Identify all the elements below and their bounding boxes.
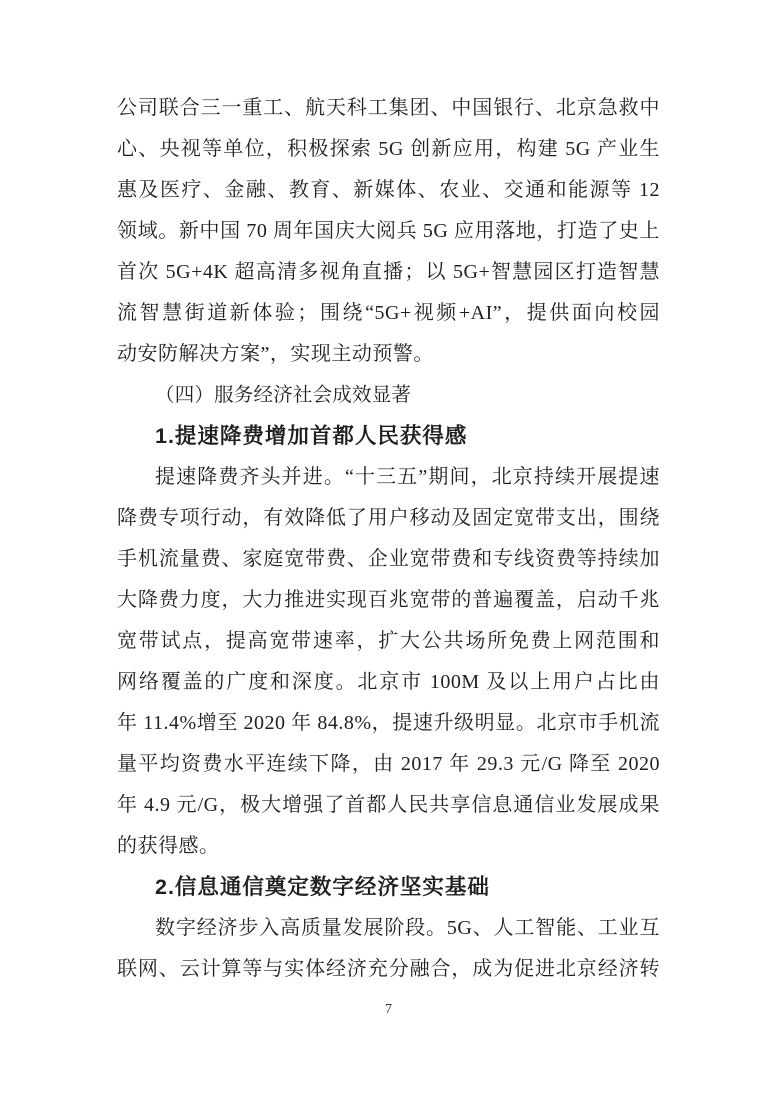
text-line: 年 11.4%增至 2020 年 84.8%，提速升级明显。北京市手机流 (117, 712, 660, 734)
text-line: 联网、云计算等与实体经济充分融合，成为促进北京经济转 (117, 958, 660, 980)
text-line: 大降费力度，大力推进实现百兆宽带的普遍覆盖，启动千兆 (117, 589, 660, 611)
text-line: 首次 5G+4K 超高清多视角直播；以 5G+智慧园区打造智慧 (117, 261, 660, 283)
text-line: 宽带试点，提高宽带速率，扩大公共场所免费上网范围和 (117, 630, 660, 652)
text-line: 量平均资费水平连续下降，由 2017 年 29.3 元/G 降至 2020 (117, 753, 660, 775)
text-line: 的获得感。 (117, 835, 220, 857)
text-line: 提速降费齐头并进。“十三五”期间，北京持续开展提速 (155, 466, 660, 488)
text-line: 动安防解决方案”，实现主动预警。 (117, 343, 434, 365)
heading-line: 2.信息通信奠定数字经济坚实基础 (155, 875, 490, 899)
text-line: 手机流量费、家庭宽带费、企业宽带费和专线资费等持续加 (117, 548, 660, 570)
heading-line: 1.提速降费增加首都人民获得感 (155, 424, 468, 448)
text-line: 公司联合三一重工、航天科工集团、中国银行、北京急救中 (117, 97, 660, 119)
page-number: 7 (385, 1002, 392, 1017)
text-line: 流智慧街道新体验；围绕“5G+视频+AI”，提供面向校园 (117, 302, 660, 324)
text-line: 网络覆盖的广度和深度。北京市 100M 及以上用户占比由 (117, 671, 660, 693)
subsection-heading-line: （四）服务经济社会成效显著 (155, 385, 412, 406)
text-line: 降费专项行动，有效降低了用户移动及固定宽带支出，围绕 (117, 507, 660, 529)
text-line: 数字经济步入高质量发展阶段。5G、人工智能、工业互 (155, 917, 660, 939)
text-line: 年 4.9 元/G，极大增强了首都人民共享信息通信业发展成果 (117, 794, 660, 816)
text-line: 领域。新中国 70 周年国庆大阅兵 5G 应用落地，打造了史上 (117, 220, 660, 242)
page-text-block (117, 88, 660, 990)
text-line: 心、央视等单位，积极探索 5G 创新应用，构建 5G 产业生 (117, 138, 660, 160)
text-line: 惠及医疗、金融、教育、新媒体、农业、交通和能源等 12 (117, 179, 660, 201)
